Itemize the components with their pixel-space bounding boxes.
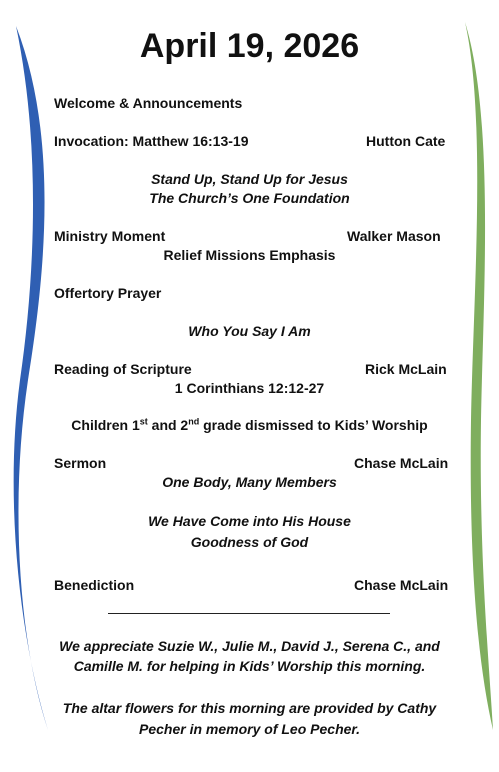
thanks-note-line-1: We appreciate Suzie W., Julie M., David J., Serena C., and: [59, 638, 440, 654]
page-title: April 19, 2026: [139, 27, 360, 65]
scripture-person: Rick McLain: [365, 361, 447, 377]
ministry-moment-label: Ministry Moment: [54, 228, 166, 244]
hymn-stand-up: Stand Up, Stand Up for Jesus: [151, 171, 348, 187]
benediction-label: Benediction: [54, 577, 135, 593]
hymn-churchs-one-foundation: The Church’s One Foundation: [149, 190, 350, 206]
sermon-person: Chase McLain: [354, 455, 449, 471]
benediction-person: Chase McLain: [354, 577, 449, 593]
thanks-note-line-2: Camille M. for helping in Kids’ Worship this morning.: [73, 658, 426, 674]
offertory-prayer-heading: Offertory Prayer: [54, 285, 162, 301]
scripture-label: Reading of Scripture: [54, 361, 192, 377]
song-goodness-of-god: Goodness of God: [190, 534, 309, 550]
welcome-heading: Welcome & Announcements: [54, 95, 243, 111]
divider-line: [108, 613, 390, 614]
sermon-title: One Body, Many Members: [162, 474, 337, 490]
invocation-person: Hutton Cate: [366, 133, 446, 149]
flowers-note-line-2: Pecher in memory of Leo Pecher.: [139, 721, 360, 737]
song-we-have-come: We Have Come into His House: [148, 513, 351, 529]
ministry-moment-person: Walker Mason: [347, 228, 441, 244]
flowers-note-line-1: The altar flowers for this morning are provided by Cathy: [62, 700, 437, 716]
offertory-song: Who You Say I Am: [188, 323, 311, 339]
ministry-moment-subtitle: Relief Missions Emphasis: [163, 247, 336, 263]
children-dismissal-line: Children 1st and 2nd grade dismissed to Kids’ Worship: [71, 416, 428, 433]
sermon-label: Sermon: [54, 455, 107, 471]
invocation-label: Invocation: Matthew 16:13-19: [54, 133, 249, 149]
scripture-reference: 1 Corinthians 12:12-27: [174, 380, 325, 396]
